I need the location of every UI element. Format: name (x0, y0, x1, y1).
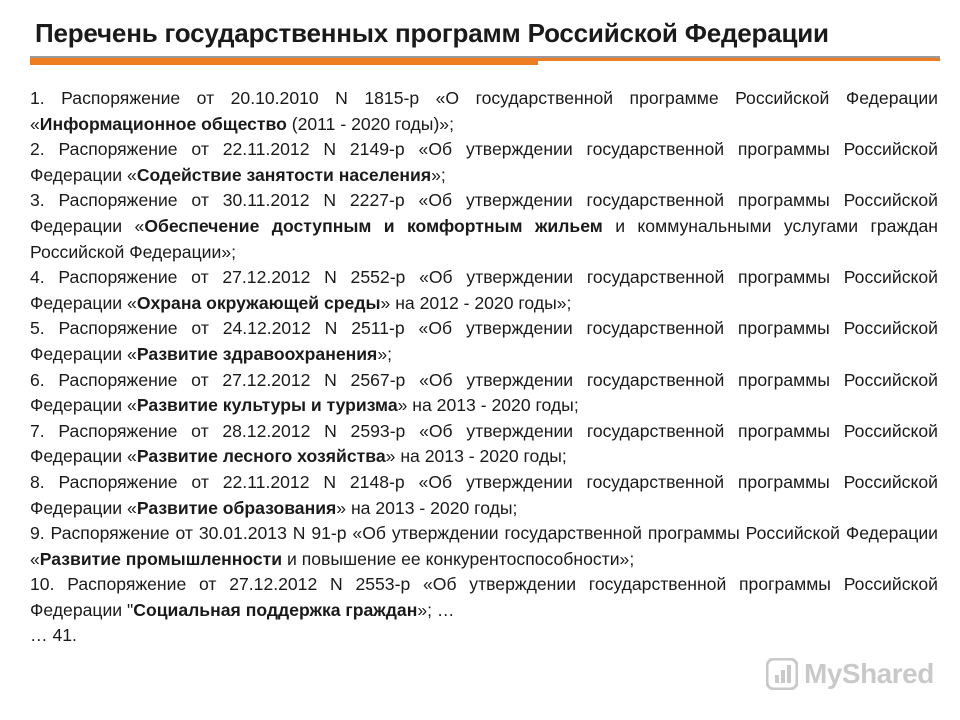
item-text: »; (377, 343, 393, 364)
list-item (30, 470, 938, 521)
myshared-logo-icon (766, 658, 798, 690)
list-item (30, 521, 938, 572)
page-title: Перечень государственных программ Российской Федерации (35, 18, 829, 48)
program-name: Развитие образования (136, 497, 337, 518)
list-item (30, 419, 938, 470)
item-text: и коммунальными услугами граждан Российской Федерации»; (30, 215, 938, 262)
program-name: Развитие лесного хозяйства (136, 446, 386, 467)
watermark (766, 654, 934, 694)
item-text: 8. Распоряжение от 22.11.2012 N 2148-р «Об утверждении государственной программы Российской Федерации « (30, 471, 938, 518)
item-text: » на 2013 - 2020 годы; (385, 446, 567, 467)
program-name: Социальная поддержка граждан (133, 599, 418, 620)
item-text: 7. Распоряжение от 28.12.2012 N 2593-р «Об утверждении государственной программы Российской Федерации « (30, 420, 938, 467)
item-text: 9. Распоряжение от 30.01.2013 N 91-р «Об утверждении государственной программы Российской Федерации « (30, 523, 938, 569)
item-text: » на 2013 - 2020 годы; (336, 497, 518, 518)
watermark-text: MyShared (804, 658, 934, 689)
title-accent-line (538, 58, 940, 61)
program-name: Развитие здравоохранения (136, 343, 378, 364)
list-item (30, 86, 938, 137)
item-text: »; (431, 164, 446, 185)
program-name: Развитие культуры и туризма (136, 395, 398, 416)
item-text: 5. Распоряжение от 24.12.2012 N 2511-р «Об утверждении государственной программы Российской Федерации « (30, 318, 938, 364)
program-name: Информационное общество (39, 113, 287, 134)
list-item (30, 368, 938, 419)
list-item (30, 265, 938, 316)
list-item (30, 316, 938, 367)
item-text: » на 2012 - 2020 годы»; (380, 292, 572, 313)
item-text: 2. Распоряжение от 22.11.2012 N 2149-р «Об утверждении государственной программы Российской Федерации « (30, 139, 938, 185)
program-name: Обеспечение доступным и комфортным жильем (144, 215, 603, 236)
item-text: »; … (417, 599, 455, 620)
list-item (30, 137, 938, 188)
program-name: Содействие занятости населения (136, 164, 432, 185)
title-accent-bar (30, 58, 538, 65)
program-name: Развитие промышленности (39, 548, 283, 569)
list-item (30, 572, 938, 623)
item-text: (2011 - 2020 годы)»; (286, 113, 454, 134)
program-name: Охрана окружающей среды (136, 292, 381, 313)
item-text: 3. Распоряжение от 30.11.2012 N 2227-р «Об утверждении государственной программы Российской Федерации « (30, 190, 938, 236)
item-text: 1. Распоряжение от 20.10.2010 N 1815-р «О государственной программе Российской Федерации « (30, 88, 938, 134)
item-text: и повышение ее конкурентоспособности»; (282, 548, 635, 569)
item-text: 6. Распоряжение от 27.12.2012 N 2567-р «Об утверждении государственной программы Российской Федерации « (30, 369, 938, 416)
item-text: 10. Распоряжение от 27.12.2012 N 2553-р «Об утверждении государственной программы Российской Федерации " (30, 574, 938, 620)
list-item (30, 188, 938, 265)
item-text: 4. Распоряжение от 27.12.2012 N 2552-р «Об утверждении государственной программы Российской Федерации « (30, 267, 938, 313)
item-text: » на 2013 - 2020 годы; (397, 395, 579, 416)
program-list (30, 86, 938, 649)
ellipsis-line: … 41. (30, 625, 77, 646)
